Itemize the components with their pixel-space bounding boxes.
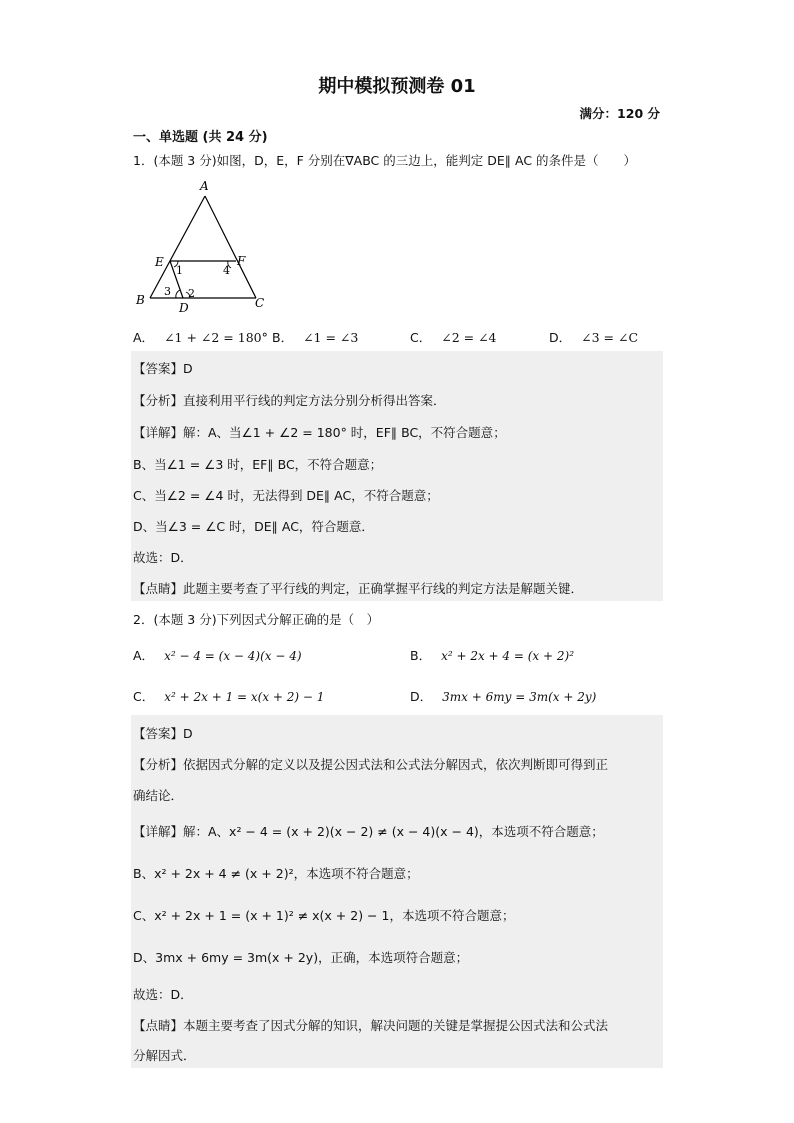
- label-C: C: [255, 296, 265, 310]
- q2-comment-line: 分解因式．: [133, 1048, 196, 1063]
- q1-analysis: 【分析】直接利用平行线的判定方法分别分析得出答案．: [133, 393, 446, 408]
- q2-option-c[interactable]: C． x² + 2x + 1 = x(x + 2) − 1: [133, 689, 325, 704]
- question-2-stem: 2．(本题 3 分)下列因式分解正确的是（ ）: [133, 612, 380, 627]
- label-D: D: [179, 301, 189, 315]
- triangle-figure: [130, 176, 275, 316]
- angle-label-4: 4: [223, 264, 230, 277]
- question-1-stem: 1．(本题 3 分)如图，D，E，F 分别在∇ABC 的三边上，能判定 DE∥ AC 的条件是（ ）: [133, 153, 637, 168]
- q1-choice: 故选：D．: [133, 550, 193, 565]
- q2-option-a[interactable]: A． x² − 4 = (x − 4)(x − 4): [133, 648, 302, 663]
- label-F: F: [237, 254, 246, 268]
- label-E: E: [155, 255, 164, 269]
- q2-detail-line: C、x² + 2x + 1 = (x + 1)² ≠ x(x + 2) − 1，本选项不符合题意；: [133, 908, 515, 923]
- label-B: B: [136, 293, 145, 307]
- q2-detail-line: B、x² + 2x + 4 ≠ (x + 2)²，本选项不符合题意；: [133, 866, 419, 881]
- q1-option-c[interactable]: C． ∠2 = ∠4: [410, 330, 497, 345]
- label-A: A: [200, 179, 209, 193]
- q2-choice: 故选：D．: [133, 987, 193, 1002]
- q2-option-b[interactable]: B． x² + 2x + 4 = (x + 2)²: [410, 648, 575, 663]
- q1-option-d[interactable]: D． ∠3 = ∠C: [549, 330, 639, 345]
- q2-analysis-line: 【分析】依据因式分解的定义以及提公因式法和公式法分解因式，依次判断即可得到正: [133, 757, 609, 772]
- q1-answer: 【答案】D: [133, 361, 193, 376]
- q2-detail-line: D、3mx + 6my = 3m(x + 2y)，正确，本选项符合题意；: [133, 950, 469, 965]
- full-score: 满分：120 分: [579, 106, 660, 121]
- q1-detail-line: D、当∠3 = ∠C 时，DE∥ AC，符合题意．: [133, 519, 374, 534]
- q2-analysis-line: 确结论．: [133, 788, 184, 803]
- q2-option-d[interactable]: D． 3mx + 6my = 3m(x + 2y): [410, 689, 597, 704]
- section-heading: 一、单选题 (共 24 分): [133, 130, 268, 145]
- angle-label-1: 1: [176, 264, 183, 277]
- q2-detail-line: 【详解】解：A、x² − 4 = (x + 2)(x − 2) ≠ (x − 4)(x − 4)，本选项不符合题意；: [133, 824, 604, 839]
- angle-label-2: 2: [188, 287, 195, 300]
- q1-option-a[interactable]: A． ∠1 + ∠2 = 180°: [133, 330, 268, 345]
- q2-answer: 【答案】D: [133, 726, 193, 741]
- q2-comment-line: 【点睛】本题主要考查了因式分解的知识，解决问题的关键是掌握提公因式法和公式法: [133, 1018, 609, 1033]
- angle-label-3: 3: [164, 285, 171, 298]
- q1-answer-panel: [131, 351, 663, 601]
- q1-detail-line: 【详解】解：A、当∠1 + ∠2 = 180° 时，EF∥ BC，不符合题意；: [133, 425, 506, 440]
- q1-detail-line: B、当∠1 = ∠3 时，EF∥ BC，不符合题意；: [133, 457, 383, 472]
- q1-option-b[interactable]: B． ∠1 = ∠3: [272, 330, 359, 345]
- q1-detail-line: C、当∠2 = ∠4 时，无法得到 DE∥ AC，不符合题意；: [133, 488, 439, 503]
- page-title: 期中模拟预测卷 01: [318, 76, 476, 97]
- q1-comment: 【点睛】此题主要考查了平行线的判定，正确掌握平行线的判定方法是解题关键．: [133, 581, 584, 596]
